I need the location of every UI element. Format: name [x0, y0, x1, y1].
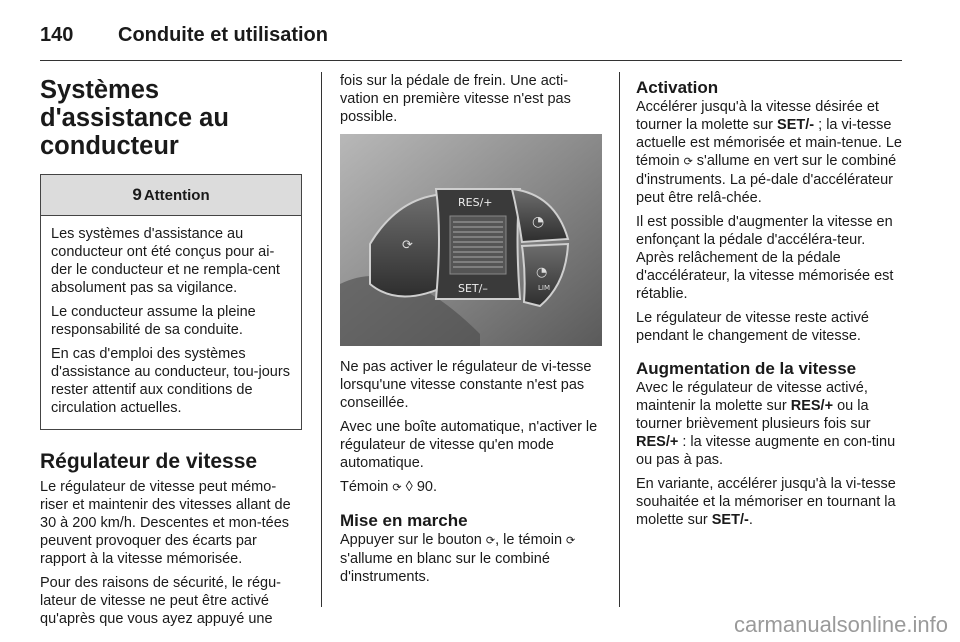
column-3 — [636, 72, 902, 535]
steering-wheel-controls-illustration — [340, 134, 602, 346]
paragraph: Accélérer jusqu'à la vitesse désirée et tourner la molette sur SET/- ; la vi-tesse actuelle est mémorisée et main-tenue. Le témoin ⟳ s'allume en vert sur le combiné d'instruments. La pé-dale d'accélérateur peut être relâ-chée. — [636, 99, 902, 206]
subsection-heading: Mise en marche — [340, 511, 468, 530]
steering-wheel-controls-figure — [340, 134, 602, 346]
column-2 — [340, 72, 602, 592]
page-reference: ◊ 90. — [401, 479, 437, 495]
column-divider-2 — [619, 72, 620, 607]
subsection-heading: Activation — [636, 78, 719, 97]
warning-paragraph-2: Le conducteur assume la pleine responsabilité de sa conduite. — [51, 304, 256, 338]
cruise-control-icon: ⟳ — [485, 535, 496, 547]
warning-paragraph-3: En cas d'emploi des systèmes d'assistance au conducteur, tou-jours rester attentif aux conditions de circulation actuelles. — [51, 346, 290, 416]
page-header — [40, 20, 328, 50]
paragraph: Pour des raisons de sécurité, le régu-lateur de vitesse ne peut être activé qu'après que vous ayez appuyé une — [40, 575, 281, 627]
paragraph: En variante, accélérer jusqu'à la vi-tesse souhaitée et la mémoriser en tournant la molette sur SET/-. — [636, 476, 896, 528]
column-1 — [40, 72, 302, 634]
cruise-control-icon: ⟳ — [566, 535, 576, 547]
paragraph: Appuyer sur le bouton ⟳, le témoin ⟳ s'allume en blanc sur le combiné d'instruments. — [340, 532, 576, 585]
header-divider — [40, 60, 902, 61]
svg-text:◔: ◔ — [536, 265, 548, 280]
warning-triangle-icon: 9 — [132, 185, 142, 204]
svg-text:◔: ◔ — [532, 214, 545, 230]
paragraph: Le régulateur de vitesse reste activé pendant le changement de vitesse. — [636, 310, 869, 344]
warning-body — [41, 216, 301, 429]
page-number: 140 — [40, 23, 74, 46]
res-label: RES/+ — [458, 196, 493, 209]
subsection-heading: Augmentation de la vitesse — [636, 359, 857, 378]
paragraph: fois sur la pédale de frein. Une acti-vation en première vitesse n'est pas possible. — [340, 73, 571, 125]
watermark: carmanualsonline.info — [733, 612, 948, 637]
subsection-title: Régulateur de vitesse — [40, 450, 258, 473]
warning-header — [41, 175, 301, 216]
paragraph: Ne pas activer le régulateur de vi-tesse lorsqu'une vitesse constante n'est pas conseillée. — [340, 359, 592, 411]
cruise-control-icon: ⟳ — [683, 156, 693, 168]
warning-heading: Attention — [143, 186, 210, 204]
paragraph: Avec une boîte automatique, n'activer le régulateur de vitesse qu'en mode automatique. — [340, 419, 598, 471]
lim-label: LIM — [538, 284, 551, 292]
warning-box — [40, 174, 302, 430]
section-title: Systèmes d'assistance au conducteur — [40, 76, 229, 160]
warning-paragraph-1: Les systèmes d'assistance au conducteur ont été conçus pour ai-der le conducteur et ne rempla-cent absolument pas sa vigilance. — [51, 226, 280, 296]
cruise-control-icon: ⟳ — [392, 482, 402, 494]
svg-text:⟳: ⟳ — [402, 238, 413, 253]
paragraph: Il est possible d'augmenter la vitesse en enfonçant la pédale d'accéléra-teur. Après relâchement de la pédale d'accélérateur, la vitesse mémorisée est rétablie. — [636, 214, 894, 302]
column-divider-1 — [321, 72, 322, 607]
paragraph: Le régulateur de vitesse peut mémo-riser et maintenir des vitesses allant de 30 à 200 km/h. Descentes et mon-tées peuvent provoquer des écarts par rapport à la vitesse mémorisée. — [40, 479, 291, 567]
paragraph: Avec le régulateur de vitesse activé, maintenir la molette sur RES/+ ou la tourner brièvement plusieurs fois sur RES/+ : la vitesse augmente en con-tinu ou pas à pas. — [636, 380, 896, 468]
chapter-title: Conduite et utilisation — [118, 23, 328, 46]
set-label: SET/– — [458, 282, 488, 295]
paragraph: Témoin ⟳ ◊ 90. — [340, 479, 437, 495]
